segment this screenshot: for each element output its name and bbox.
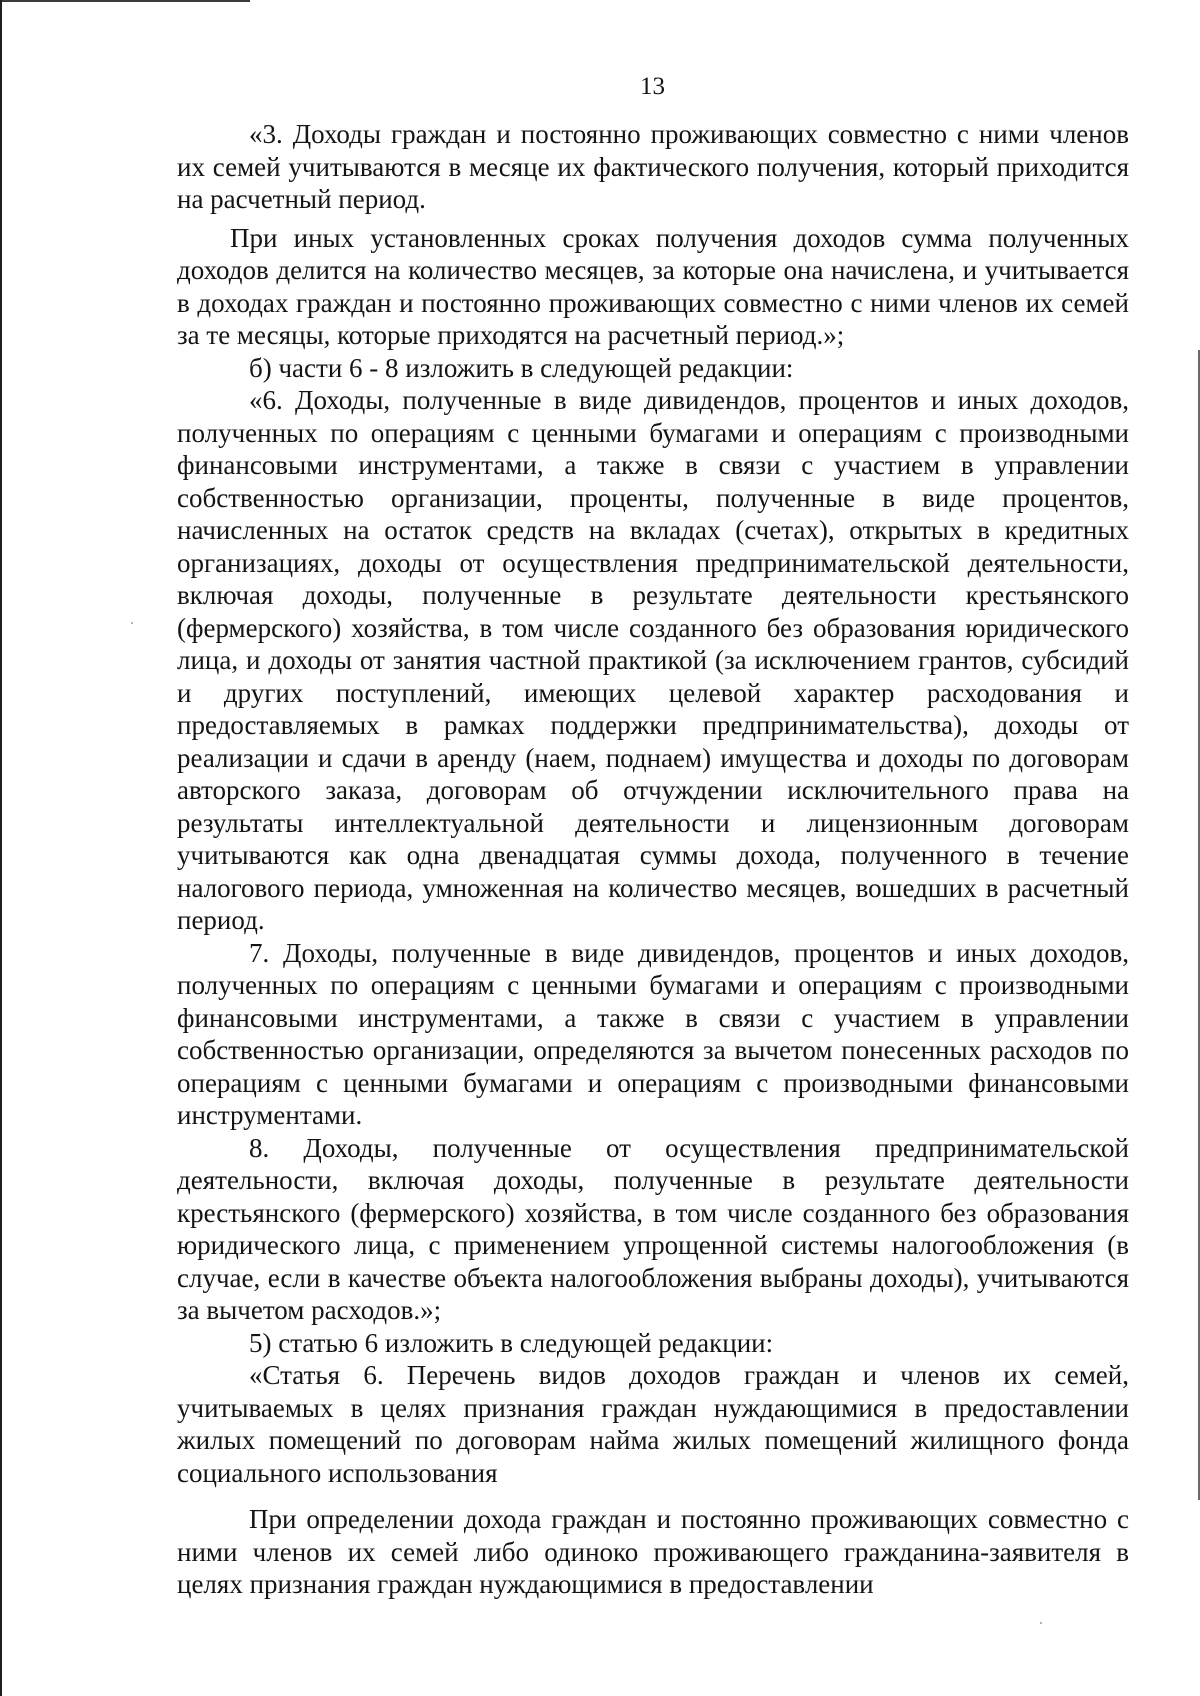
- paragraph-article-6-title: «Статья 6. Перечень видов доходов граждан и членов их семей, учитываемых в целях признания граждан нуждающимися в предоставлении жилых помещений по договорам найма жилых помещений жилищного фонда социального использования: [177, 1360, 1129, 1488]
- paragraph-other-terms: При иных установленных сроках получения доходов сумма полученных доходов делится на количество месяцев, за которые она начислена, и учитывается в доходах граждан и постоянно проживающих совместно с ними членов их семей за те месяцы, которые приходятся на расчетный период.»;: [177, 222, 1129, 350]
- scan-speck: [131, 622, 133, 624]
- paragraph-amendment-parts-6-8: б) части 6 - 8 изложить в следующей редакции:: [249, 352, 794, 383]
- scan-edge-left: [0, 0, 2, 1696]
- document-body: [177, 118, 1129, 1601]
- paragraph-income-determination: При определении дохода граждан и постоянно проживающих совместно с ними членов их семей либо одиноко проживающего гражданина-заявителя в целях признания граждан нуждающимися в предоставлении: [177, 1504, 1129, 1599]
- scan-edge-top: [0, 0, 250, 2]
- paragraph-part-8: 8. Доходы, полученные от осуществления предпринимательской деятельности, включая доходы, полученные в результате деятельности крестьянского (фермерского) хозяйства, в том числе созданного без образования юридического лица, с применением упрощенной системы налогообложения (в случае, если в качестве объекта налогообложения выбраны доходы), учитываются за вычетом расходов.»;: [177, 1132, 1129, 1325]
- page-number: 13: [640, 73, 665, 100]
- paragraph-part-6: «6. Доходы, полученные в виде дивидендов, процентов и иных доходов, полученных по операциям с ценными бумагами и операциям с производными финансовыми инструментами, а также в связи с участием в управлении собственностью организации, проценты, полученные в виде процентов, начисленных на остаток средств на вкладах (счетах), открытых в кредитных организациях, доходы от осуществления предпринимательской деятельности, включая доходы, полученные в результате деятельности крестьянского (фермерского) хозяйства, в том числе созданного без образования юридического лица, и доходы от занятия частной практикой (за исключением грантов, субсидий и других поступлений, имеющих целевой характер расходования и предоставляемых в рамках поддержки предпринимательства), доходы от реализации и сдачи в аренду (наем, поднаем) имущества и доходы по договорам авторского заказа, договорам об отчуждении исключительного права на результаты интеллектуальной деятельности и лицензионным договорам учитываются как одна двенадцатая суммы дохода, полученного в течение налогового периода, умноженная на количество месяцев, вошедших в расчетный период.: [177, 385, 1129, 935]
- paragraph-income-accounting-month: «3. Доходы граждан и постоянно проживающих совместно с ними членов их семей учитываются в месяце их фактического получения, который приходится на расчетный период.: [177, 119, 1129, 214]
- paragraph-part-7: 7. Доходы, полученные в виде дивидендов, процентов и иных доходов, полученных по операциям с ценными бумагами и операциям с производными финансовыми инструментами, а также в связи с участием в управлении собственностью организации, определяются за вычетом понесенных расходов по операциям с ценными бумагами и операциям с производными финансовыми инструментами.: [177, 937, 1129, 1130]
- paragraph-amendment-article-6: 5) статью 6 изложить в следующей редакции:: [249, 1327, 774, 1358]
- scan-speck: [1040, 1622, 1042, 1624]
